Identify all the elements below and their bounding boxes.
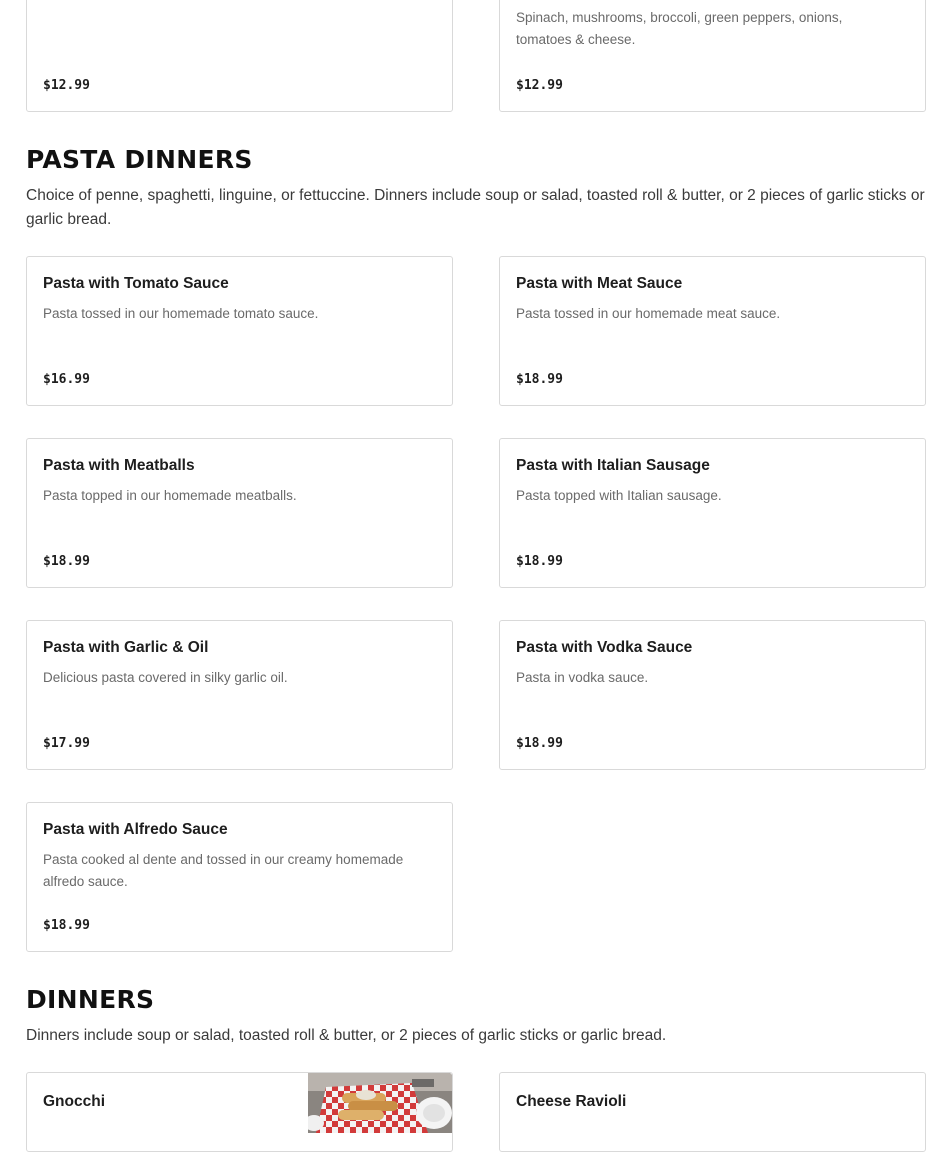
menu-item-description: Spinach, mushrooms, broccoli, green peppers, onions, tomatoes & cheese. [516, 10, 843, 47]
menu-item-card[interactable] [26, 1072, 453, 1152]
menu-item-description: Delicious pasta covered in silky garlic oil. [43, 670, 288, 685]
menu-item-card[interactable] [26, 256, 453, 406]
menu-item-photo [308, 1073, 452, 1133]
menu-item-name: Pasta with Italian Sausage [516, 457, 710, 474]
menu-item-description: Pasta topped in our homemade meatballs. [43, 488, 297, 503]
menu-item-description: Pasta tossed in our homemade meat sauce. [516, 306, 781, 321]
menu-item-card[interactable] [26, 438, 453, 588]
menu-item-card[interactable] [26, 802, 453, 952]
section-title: DINNERS [26, 985, 155, 1014]
menu-item-description: Pasta cooked al dente and tossed in our creamy homemade alfredo sauce. [43, 852, 404, 889]
menu-item-price: $18.99 [43, 918, 90, 933]
menu-item-card[interactable] [499, 620, 926, 770]
menu-item-card[interactable] [499, 438, 926, 588]
menu-item-description: Pasta tossed in our homemade tomato sauce. [43, 306, 319, 321]
menu-item-price: $18.99 [516, 554, 563, 569]
menu-item-name: Pasta with Meatballs [43, 457, 195, 474]
menu-item-card[interactable] [26, 620, 453, 770]
menu-item-description: Pasta topped with Italian sausage. [516, 488, 722, 503]
section-title: PASTA DINNERS [26, 145, 253, 174]
menu-item-price: $18.99 [43, 554, 90, 569]
menu-item-card[interactable] [499, 1072, 926, 1152]
menu-item-name: Pasta with Garlic & Oil [43, 639, 209, 656]
menu-item-card[interactable] [499, 256, 926, 406]
menu-item-price: $18.99 [516, 736, 563, 751]
menu-item-price: $18.99 [516, 372, 563, 387]
menu-item-card[interactable] [26, 0, 453, 112]
menu-item-price: $12.99 [516, 78, 563, 93]
menu-item-description: Pasta in vodka sauce. [516, 670, 649, 685]
menu-item-price: $16.99 [43, 372, 90, 387]
menu-item-name: Pasta with Vodka Sauce [516, 639, 693, 656]
menu-item-name: Pasta with Meat Sauce [516, 275, 683, 292]
menu-item-price: $17.99 [43, 736, 90, 751]
menu-item-name: Cheese Ravioli [516, 1093, 627, 1110]
section-description: Choice of penne, spaghetti, linguine, or fettuccine. Dinners include soup or salad, toasted roll & butter, or 2 pieces of garlic sticks or garlic bread. [26, 187, 925, 228]
menu-item-price: $12.99 [43, 78, 90, 93]
menu-item-card[interactable] [499, 0, 926, 112]
menu-item-name: Pasta with Tomato Sauce [43, 275, 229, 292]
section-description: Dinners include soup or salad, toasted roll & butter, or 2 pieces of garlic sticks or garlic bread. [26, 1027, 667, 1044]
menu-item-name: Gnocchi [43, 1093, 106, 1110]
menu-item-name: Pasta with Alfredo Sauce [43, 821, 228, 838]
